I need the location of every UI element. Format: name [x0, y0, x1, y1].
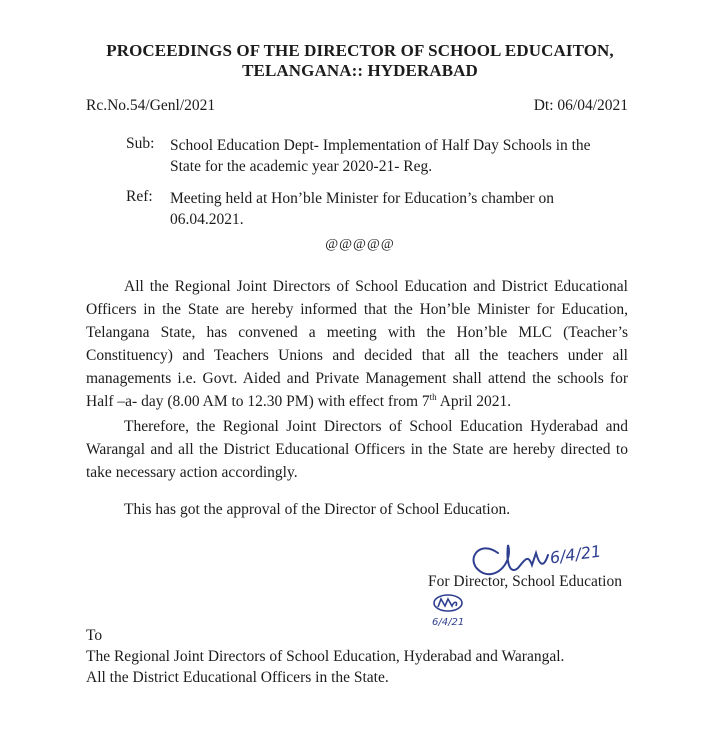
signature-date: 6/4/21: [548, 541, 603, 568]
subject-label: Sub:: [126, 135, 155, 152]
body-paragraph-1: [86, 275, 628, 413]
recipients-to: To: [86, 627, 103, 644]
body-paragraph-1-text: All the Regional Joint Directors of School Education and District Educational Officers in the State are hereby informed that the Hon’ble Minister for Education, Telangana State, has convened a meeting with the Hon’ble MLC (Teacher’s Constituency) and Teachers Unions and decided that all the teachers under all managements i.e. Govt. Aided and Private Management shall attend the schools for Half –a- day (8.00 AM to 12.30 PM) with effect from 7: [86, 278, 628, 410]
initials-date: 6/4/21: [432, 617, 465, 628]
body-paragraph-1-end: April 2021.: [436, 393, 512, 410]
reference-label: Ref:: [126, 188, 153, 205]
document-title-line1: PROCEEDINGS OF THE DIRECTOR OF SCHOOL EDUCAITON,: [106, 41, 614, 60]
ordinal-suffix: th: [429, 391, 437, 402]
signatory-title: For Director, School Education: [428, 573, 622, 590]
reference-text: Meeting held at Hon’ble Minister for Education’s chamber on 06.04.2021.: [170, 190, 554, 228]
reference-number: Rc.No.54/Genl/2021: [86, 97, 216, 114]
document-title-line2: TELANGANA:: HYDERABAD: [242, 61, 478, 80]
recipient-line-2: All the District Educational Officers in the State.: [86, 669, 389, 686]
recipient-line-1: The Regional Joint Directors of School Education, Hyderabad and Warangal.: [86, 648, 565, 665]
section-separator: @@@@@: [325, 237, 395, 252]
subject-text: School Education Dept- Implementation of Half Day Schools in the State for the academic year 2020-21- Reg.: [170, 137, 591, 175]
body-paragraph-2: Therefore, the Regional Joint Directors of School Education Hyderabad and Warangal and all the District Educational Officers in the State are hereby directed to take necessary action accordingly.: [86, 418, 628, 481]
body-paragraph-3: This has got the approval of the Director of School Education.: [124, 501, 511, 518]
document-date: Dt: 06/04/2021: [533, 97, 628, 114]
initials-mark: [428, 593, 476, 629]
